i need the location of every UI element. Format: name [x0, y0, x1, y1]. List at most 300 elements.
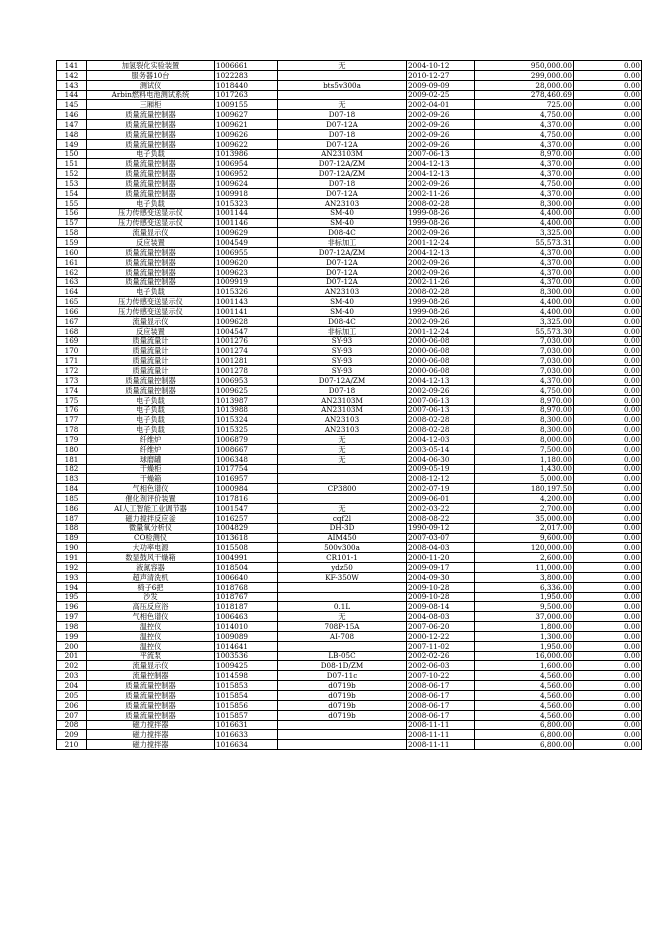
- asset-code-cell: 1001278: [215, 366, 278, 376]
- asset-code-cell: 1006640: [215, 572, 278, 582]
- table-row: [57, 691, 642, 701]
- table-row: [57, 198, 642, 208]
- residual-value-cell: 0.00: [574, 622, 642, 632]
- table-row: [57, 415, 642, 425]
- row-number-cell: 185: [57, 494, 87, 504]
- table-row: [57, 218, 642, 228]
- amount-cell: 55,573.30: [475, 326, 574, 336]
- table-row: [57, 248, 642, 258]
- purchase-date-cell: 2009-09-17: [407, 563, 475, 573]
- model-cell: 无: [278, 100, 407, 110]
- table-row: [57, 444, 642, 454]
- asset-code-cell: 1009622: [215, 139, 278, 149]
- purchase-date-cell: 2008-12-12: [407, 474, 475, 484]
- row-number-cell: 166: [57, 307, 87, 317]
- model-cell: 非标加工: [278, 326, 407, 336]
- residual-value-cell: 0.00: [574, 80, 642, 90]
- purchase-date-cell: 2010-12-27: [407, 70, 475, 80]
- row-number-cell: 177: [57, 415, 87, 425]
- asset-code-cell: 1009620: [215, 257, 278, 267]
- asset-name-cell: 温控仪: [87, 641, 215, 651]
- asset-code-cell: 1001146: [215, 218, 278, 228]
- asset-name-cell: 磁力搅拌反应釜: [87, 513, 215, 523]
- row-number-cell: 200: [57, 641, 87, 651]
- asset-code-cell: 1013618: [215, 533, 278, 543]
- amount-cell: 1,950.00: [475, 641, 574, 651]
- table-row: [57, 307, 642, 317]
- asset-code-cell: 1009624: [215, 179, 278, 189]
- asset-code-cell: 1006463: [215, 612, 278, 622]
- table-row: [57, 395, 642, 405]
- table-row: [57, 730, 642, 740]
- amount-cell: 180,197.50: [475, 484, 574, 494]
- residual-value-cell: 0.00: [574, 346, 642, 356]
- model-cell: cqf2l: [278, 513, 407, 523]
- purchase-date-cell: 2009-10-28: [407, 582, 475, 592]
- purchase-date-cell: 2004-10-12: [407, 61, 475, 71]
- residual-value-cell: 0.00: [574, 435, 642, 445]
- amount-cell: 4,370.00: [475, 139, 574, 149]
- table-row: [57, 533, 642, 543]
- row-number-cell: 146: [57, 110, 87, 120]
- asset-name-cell: CO检测仪: [87, 533, 215, 543]
- amount-cell: 1,300.00: [475, 631, 574, 641]
- asset-code-cell: 1004829: [215, 523, 278, 533]
- model-cell: 无: [278, 503, 407, 513]
- amount-cell: 4,560.00: [475, 691, 574, 701]
- residual-value-cell: 0.00: [574, 740, 642, 750]
- model-cell: [278, 730, 407, 740]
- residual-value-cell: 0.00: [574, 730, 642, 740]
- asset-name-cell: 流量显示仪: [87, 316, 215, 326]
- amount-cell: 4,370.00: [475, 267, 574, 277]
- asset-code-cell: 1009621: [215, 120, 278, 130]
- purchase-date-cell: 2002-09-26: [407, 120, 475, 130]
- model-cell: d0719b: [278, 681, 407, 691]
- asset-code-cell: 1001281: [215, 356, 278, 366]
- residual-value-cell: 0.00: [574, 602, 642, 612]
- model-cell: 无: [278, 612, 407, 622]
- purchase-date-cell: 2008-06-17: [407, 681, 475, 691]
- asset-name-cell: 电子负载: [87, 287, 215, 297]
- table-row: [57, 159, 642, 169]
- table-row: [57, 277, 642, 287]
- model-cell: AN23103: [278, 287, 407, 297]
- model-cell: SM-40: [278, 208, 407, 218]
- asset-code-cell: 1004991: [215, 553, 278, 563]
- table-row: [57, 110, 642, 120]
- asset-name-cell: 平流泵: [87, 651, 215, 661]
- model-cell: bts5v300a: [278, 80, 407, 90]
- row-number-cell: 183: [57, 474, 87, 484]
- model-cell: [278, 720, 407, 730]
- row-number-cell: 203: [57, 671, 87, 681]
- asset-code-cell: 1016633: [215, 730, 278, 740]
- residual-value-cell: 0.00: [574, 257, 642, 267]
- table-row: [57, 740, 642, 750]
- table-row: [57, 385, 642, 395]
- amount-cell: 9,600.00: [475, 533, 574, 543]
- row-number-cell: 180: [57, 444, 87, 454]
- row-number-cell: 168: [57, 326, 87, 336]
- purchase-date-cell: 1999-08-26: [407, 208, 475, 218]
- amount-cell: 2,017.00: [475, 523, 574, 533]
- asset-name-cell: 压力传感变送显示仪: [87, 307, 215, 317]
- asset-code-cell: 1015857: [215, 710, 278, 720]
- asset-name-cell: 椅子6把: [87, 582, 215, 592]
- table-row: [57, 602, 642, 612]
- asset-code-cell: 1015508: [215, 543, 278, 553]
- residual-value-cell: 0.00: [574, 159, 642, 169]
- row-number-cell: 170: [57, 346, 87, 356]
- asset-name-cell: 沙发: [87, 592, 215, 602]
- table-row: [57, 553, 642, 563]
- table-row: [57, 622, 642, 632]
- asset-name-cell: 质量流量控制器: [87, 248, 215, 258]
- residual-value-cell: 0.00: [574, 464, 642, 474]
- purchase-date-cell: 2008-06-17: [407, 691, 475, 701]
- asset-name-cell: 超声清洗机: [87, 572, 215, 582]
- amount-cell: 28,000.00: [475, 80, 574, 90]
- table-row: [57, 139, 642, 149]
- row-number-cell: 174: [57, 385, 87, 395]
- model-cell: SY-93: [278, 366, 407, 376]
- asset-code-cell: 1009155: [215, 100, 278, 110]
- amount-cell: 2,600.00: [475, 553, 574, 563]
- purchase-date-cell: 1999-08-26: [407, 307, 475, 317]
- amount-cell: 4,750.00: [475, 179, 574, 189]
- asset-name-cell: 加氢裂化实验装置: [87, 61, 215, 71]
- residual-value-cell: 0.00: [574, 238, 642, 248]
- amount-cell: 4,400.00: [475, 208, 574, 218]
- amount-cell: 6,800.00: [475, 720, 574, 730]
- asset-name-cell: 测试仪: [87, 80, 215, 90]
- amount-cell: 120,000.00: [475, 543, 574, 553]
- row-number-cell: 163: [57, 277, 87, 287]
- asset-code-cell: 1017816: [215, 494, 278, 504]
- model-cell: 500v300a: [278, 543, 407, 553]
- model-cell: 非标加工: [278, 238, 407, 248]
- table-row: [57, 257, 642, 267]
- asset-code-cell: 1004549: [215, 238, 278, 248]
- row-number-cell: 169: [57, 336, 87, 346]
- asset-code-cell: 1015326: [215, 287, 278, 297]
- row-number-cell: 150: [57, 149, 87, 159]
- residual-value-cell: 0.00: [574, 277, 642, 287]
- row-number-cell: 193: [57, 572, 87, 582]
- asset-name-cell: 质量流量控制器: [87, 700, 215, 710]
- table-row: [57, 238, 642, 248]
- purchase-date-cell: 2000-12-22: [407, 631, 475, 641]
- residual-value-cell: 0.00: [574, 444, 642, 454]
- residual-value-cell: 0.00: [574, 681, 642, 691]
- asset-name-cell: 反应装置: [87, 238, 215, 248]
- table-row: [57, 484, 642, 494]
- table-row: [57, 454, 642, 464]
- model-cell: [278, 592, 407, 602]
- asset-code-cell: 1006879: [215, 435, 278, 445]
- purchase-date-cell: 2009-05-19: [407, 464, 475, 474]
- table-row: [57, 179, 642, 189]
- purchase-date-cell: 2009-09-09: [407, 80, 475, 90]
- purchase-date-cell: 2000-06-08: [407, 346, 475, 356]
- residual-value-cell: 0.00: [574, 513, 642, 523]
- asset-name-cell: 干燥柜: [87, 464, 215, 474]
- table-row: [57, 563, 642, 573]
- table-row: [57, 169, 642, 179]
- asset-name-cell: 质量流量控制器: [87, 267, 215, 277]
- model-cell: AN23103M: [278, 405, 407, 415]
- residual-value-cell: 0.00: [574, 710, 642, 720]
- row-number-cell: 188: [57, 523, 87, 533]
- model-cell: [278, 474, 407, 484]
- row-number-cell: 151: [57, 159, 87, 169]
- asset-code-cell: 1018504: [215, 563, 278, 573]
- asset-code-cell: 1018767: [215, 592, 278, 602]
- purchase-date-cell: 2002-03-22: [407, 503, 475, 513]
- amount-cell: 1,600.00: [475, 661, 574, 671]
- residual-value-cell: 0.00: [574, 179, 642, 189]
- amount-cell: 4,750.00: [475, 385, 574, 395]
- amount-cell: 1,800.00: [475, 622, 574, 632]
- asset-code-cell: 1001274: [215, 346, 278, 356]
- table-row: [57, 710, 642, 720]
- asset-code-cell: 1015324: [215, 415, 278, 425]
- amount-cell: 1,430.00: [475, 464, 574, 474]
- model-cell: SM-40: [278, 297, 407, 307]
- purchase-date-cell: 2004-12-13: [407, 376, 475, 386]
- amount-cell: 37,000.00: [475, 612, 574, 622]
- residual-value-cell: 0.00: [574, 700, 642, 710]
- amount-cell: 35,000.00: [475, 513, 574, 523]
- model-cell: D07-18: [278, 129, 407, 139]
- table-row: [57, 405, 642, 415]
- asset-code-cell: 1001276: [215, 336, 278, 346]
- table-row: [57, 297, 642, 307]
- purchase-date-cell: 2002-04-01: [407, 100, 475, 110]
- row-number-cell: 187: [57, 513, 87, 523]
- residual-value-cell: 0.00: [574, 366, 642, 376]
- model-cell: DH-3D: [278, 523, 407, 533]
- residual-value-cell: 0.00: [574, 198, 642, 208]
- purchase-date-cell: 2003-05-14: [407, 444, 475, 454]
- asset-name-cell: 磁力搅拌器: [87, 740, 215, 750]
- amount-cell: 4,370.00: [475, 277, 574, 287]
- purchase-date-cell: 2007-06-13: [407, 405, 475, 415]
- table-row: [57, 120, 642, 130]
- table-row: [57, 228, 642, 238]
- purchase-date-cell: 2007-06-13: [407, 149, 475, 159]
- model-cell: SY-93: [278, 356, 407, 366]
- row-number-cell: 202: [57, 661, 87, 671]
- row-number-cell: 196: [57, 602, 87, 612]
- asset-name-cell: 质量流量控制器: [87, 681, 215, 691]
- row-number-cell: 158: [57, 228, 87, 238]
- purchase-date-cell: 1990-09-12: [407, 523, 475, 533]
- asset-code-cell: 1006661: [215, 61, 278, 71]
- residual-value-cell: 0.00: [574, 405, 642, 415]
- purchase-date-cell: 2008-11-11: [407, 720, 475, 730]
- residual-value-cell: 0.00: [574, 228, 642, 238]
- purchase-date-cell: 2000-06-08: [407, 356, 475, 366]
- model-cell: AN23103: [278, 425, 407, 435]
- amount-cell: 8,300.00: [475, 415, 574, 425]
- amount-cell: 8,300.00: [475, 198, 574, 208]
- asset-name-cell: 压力传感变送显示仪: [87, 208, 215, 218]
- amount-cell: 4,370.00: [475, 159, 574, 169]
- model-cell: D07-12A: [278, 139, 407, 149]
- asset-name-cell: 质量流量控制器: [87, 710, 215, 720]
- model-cell: [278, 464, 407, 474]
- amount-cell: 278,460.69: [475, 90, 574, 100]
- row-number-cell: 184: [57, 484, 87, 494]
- row-number-cell: 210: [57, 740, 87, 750]
- asset-code-cell: 1016257: [215, 513, 278, 523]
- amount-cell: 1,950.00: [475, 592, 574, 602]
- row-number-cell: 171: [57, 356, 87, 366]
- purchase-date-cell: 2009-10-28: [407, 592, 475, 602]
- purchase-date-cell: 2008-02-28: [407, 425, 475, 435]
- table-row: [57, 435, 642, 445]
- purchase-date-cell: 1999-08-26: [407, 218, 475, 228]
- asset-name-cell: 纤维炉: [87, 435, 215, 445]
- asset-code-cell: 1008667: [215, 444, 278, 454]
- row-number-cell: 172: [57, 366, 87, 376]
- row-number-cell: 157: [57, 218, 87, 228]
- purchase-date-cell: 2002-09-26: [407, 139, 475, 149]
- asset-code-cell: 1016631: [215, 720, 278, 730]
- residual-value-cell: 0.00: [574, 139, 642, 149]
- asset-name-cell: 压力传感变送显示仪: [87, 297, 215, 307]
- residual-value-cell: 0.00: [574, 671, 642, 681]
- asset-code-cell: 1014598: [215, 671, 278, 681]
- purchase-date-cell: 2002-09-26: [407, 385, 475, 395]
- asset-code-cell: 1009626: [215, 129, 278, 139]
- residual-value-cell: 0.00: [574, 248, 642, 258]
- row-number-cell: 165: [57, 297, 87, 307]
- row-number-cell: 144: [57, 90, 87, 100]
- row-number-cell: 164: [57, 287, 87, 297]
- residual-value-cell: 0.00: [574, 149, 642, 159]
- asset-code-cell: 1009425: [215, 661, 278, 671]
- model-cell: D07-12A/ZM: [278, 159, 407, 169]
- purchase-date-cell: 2002-06-03: [407, 661, 475, 671]
- asset-code-cell: 1006348: [215, 454, 278, 464]
- purchase-date-cell: 2002-11-26: [407, 188, 475, 198]
- model-cell: D07-12A: [278, 188, 407, 198]
- row-number-cell: 145: [57, 100, 87, 110]
- model-cell: SY-93: [278, 336, 407, 346]
- residual-value-cell: 0.00: [574, 631, 642, 641]
- purchase-date-cell: 2007-03-07: [407, 533, 475, 543]
- table-row: [57, 356, 642, 366]
- table-row: [57, 641, 642, 651]
- residual-value-cell: 0.00: [574, 307, 642, 317]
- purchase-date-cell: 2002-09-26: [407, 257, 475, 267]
- model-cell: d0719b: [278, 691, 407, 701]
- purchase-date-cell: 1999-08-26: [407, 297, 475, 307]
- asset-code-cell: 1018440: [215, 80, 278, 90]
- table-row: [57, 188, 642, 198]
- table-row: [57, 366, 642, 376]
- residual-value-cell: 0.00: [574, 523, 642, 533]
- purchase-date-cell: 2008-08-22: [407, 513, 475, 523]
- asset-name-cell: AI人工智能工业调节器: [87, 503, 215, 513]
- amount-cell: 7,500.00: [475, 444, 574, 454]
- purchase-date-cell: 2004-09-30: [407, 572, 475, 582]
- row-number-cell: 199: [57, 631, 87, 641]
- model-cell: AN23103: [278, 198, 407, 208]
- amount-cell: 4,400.00: [475, 307, 574, 317]
- model-cell: 无: [278, 61, 407, 71]
- table-row: [57, 149, 642, 159]
- table-row: [57, 592, 642, 602]
- purchase-date-cell: 2001-12-24: [407, 238, 475, 248]
- asset-name-cell: 质量流量控制器: [87, 169, 215, 179]
- purchase-date-cell: 2007-06-20: [407, 622, 475, 632]
- amount-cell: 4,750.00: [475, 110, 574, 120]
- table-row: [57, 287, 642, 297]
- table-row: [57, 631, 642, 641]
- row-number-cell: 154: [57, 188, 87, 198]
- asset-code-cell: 1004547: [215, 326, 278, 336]
- asset-name-cell: 电子负载: [87, 198, 215, 208]
- amount-cell: 1,180.00: [475, 454, 574, 464]
- asset-name-cell: 电子负载: [87, 415, 215, 425]
- row-number-cell: 207: [57, 710, 87, 720]
- table-row: [57, 582, 642, 592]
- row-number-cell: 182: [57, 464, 87, 474]
- asset-name-cell: 质量流量控制器: [87, 376, 215, 386]
- purchase-date-cell: 2004-06-30: [407, 454, 475, 464]
- table-row: [57, 208, 642, 218]
- residual-value-cell: 0.00: [574, 563, 642, 573]
- asset-name-cell: 质量流量控制器: [87, 159, 215, 169]
- model-cell: D07-11c: [278, 671, 407, 681]
- residual-value-cell: 0.00: [574, 297, 642, 307]
- asset-code-cell: 1015323: [215, 198, 278, 208]
- model-cell: [278, 494, 407, 504]
- asset-name-cell: 磁力搅拌器: [87, 720, 215, 730]
- model-cell: KF-350W: [278, 572, 407, 582]
- table-row: [57, 346, 642, 356]
- purchase-date-cell: 2009-06-01: [407, 494, 475, 504]
- residual-value-cell: 0.00: [574, 612, 642, 622]
- amount-cell: 4,560.00: [475, 710, 574, 720]
- amount-cell: 4,560.00: [475, 671, 574, 681]
- asset-code-cell: 1006955: [215, 248, 278, 258]
- asset-code-cell: 1017263: [215, 90, 278, 100]
- residual-value-cell: 0.00: [574, 641, 642, 651]
- model-cell: [278, 740, 407, 750]
- asset-name-cell: 质量流量控制器: [87, 188, 215, 198]
- model-cell: [278, 582, 407, 592]
- amount-cell: 4,370.00: [475, 169, 574, 179]
- residual-value-cell: 0.00: [574, 100, 642, 110]
- model-cell: d0719b: [278, 700, 407, 710]
- amount-cell: 9,500.00: [475, 602, 574, 612]
- amount-cell: 299,000.00: [475, 70, 574, 80]
- model-cell: CR101-1: [278, 553, 407, 563]
- row-number-cell: 161: [57, 257, 87, 267]
- table-row: [57, 267, 642, 277]
- model-cell: D07-12A/ZM: [278, 248, 407, 258]
- asset-code-cell: 1009625: [215, 385, 278, 395]
- asset-code-cell: 1013988: [215, 405, 278, 415]
- amount-cell: 4,370.00: [475, 188, 574, 198]
- asset-code-cell: 1003536: [215, 651, 278, 661]
- residual-value-cell: 0.00: [574, 336, 642, 346]
